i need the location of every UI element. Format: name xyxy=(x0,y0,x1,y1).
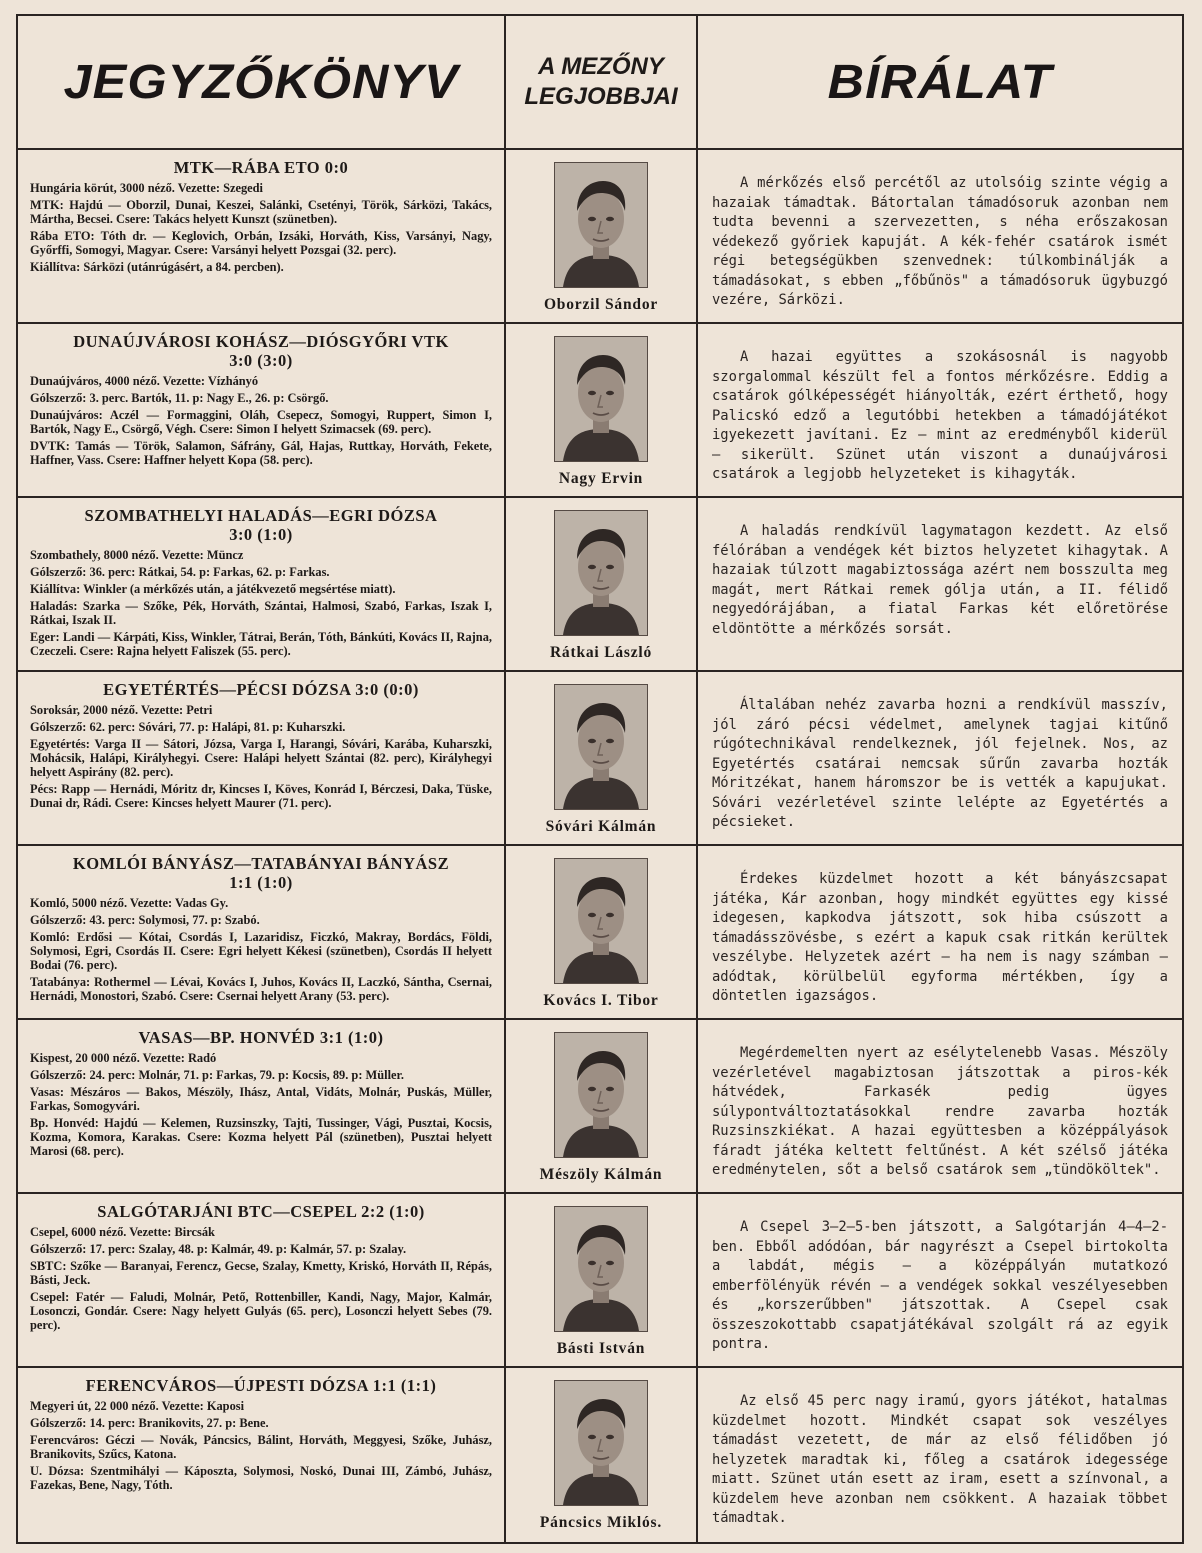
protocol-line: Komló: Erdősi — Kótai, Csordás I, Lazaridisz, Ficzkó, Makray, Bordács, Földi, Solymosi, Egri, Csordás II. Csere: Egri helyett Kékesi (szünetben), Csordás II helyett Bodai (76. perc). xyxy=(30,930,492,972)
best-player xyxy=(506,846,698,1020)
protocol-line: Kispest, 20 000 néző. Vezette: Radó xyxy=(30,1051,217,1065)
player-photo xyxy=(554,1032,648,1158)
protocol-line: Gólszerző: 14. perc: Branikovits, 27. p: Bene. xyxy=(30,1416,269,1430)
player-portrait-icon xyxy=(555,1207,647,1331)
match-title-line1: MTK—RÁBA ETO 0:0 xyxy=(173,158,349,177)
match-report-page xyxy=(16,14,1184,1544)
match-title xyxy=(30,506,492,544)
player-name: Páncsics Miklós. xyxy=(539,1514,663,1531)
match-protocol xyxy=(18,846,506,1020)
protocol-line: Megyeri út, 22 000 néző. Vezette: Kaposi xyxy=(30,1399,245,1413)
protocol-line: Komló, 5000 néző. Vezette: Vadas Gy. xyxy=(30,896,229,910)
protocol-line: Kiállítva: Sárközi (utánrúgásért, a 84. percben). xyxy=(30,260,284,274)
match-title-line1: SALGÓTARJÁNI BTC—CSEPEL 2:2 (1:0) xyxy=(97,1202,425,1221)
review-text: A mérkőzés első percétől az utolsóig szinte végig a hazaiak támadtak. Bátortalan támadósoruk azonban nem tudta bevenni a szervezetten, s néha erőszakosan védekező győriek kapuját. A kék-fehér csatárok ismét régi betegségükben szenvednek: túlkombinálják a támadásokat, s ebben „főbűnös" a támadósoruk ügybuzgó vezére, Sárközi. xyxy=(712,175,1168,308)
best-player xyxy=(506,498,698,672)
match-title-line1: VASAS—BP. HONVÉD 3:1 (1:0) xyxy=(138,1028,384,1047)
protocol-line: DVTK: Tamás — Török, Salamon, Sáfrány, Gál, Hajas, Ruttkay, Horváth, Fekete, Haffner, Vass. Csere: Haffner helyett Kopa (58. perc). xyxy=(30,439,492,467)
player-photo xyxy=(554,162,648,288)
review-text: Az első 45 perc nagy iramú, gyors játékot, hatalmas küzdelmet hozott. Mindkét csapat sok veszélyes támadást vezetett, de már az első félidőben jó helyzetek maradtak ki, főleg a csatárok idegessége miatt. Szünet után esett az iram, esett a színvonal, a küzdelem heve azonban nem csökkent. A hazaiak többet támadtak. xyxy=(712,1393,1168,1526)
header-best-line2: LEGJOBBJAI xyxy=(524,83,678,110)
player-photo xyxy=(554,510,648,636)
protocol-line: Gólszerző: 17. perc: Szalay, 48. p: Kalmár, 49. p: Kalmár, 57. p: Szalay. xyxy=(30,1242,407,1256)
protocol-line: Vasas: Mészáros — Bakos, Mészöly, Ihász, Antal, Vidáts, Molnár, Puskás, Müller, Farkas, Somogyvári. xyxy=(30,1085,492,1113)
protocol-line: Pécs: Rapp — Hernádi, Móritz dr, Kincses I, Köves, Konrád I, Bérczesi, Daka, Tüske, Dunai dr, Rádi. Csere: Kincses helyett Maurer (71. perc). xyxy=(30,782,492,810)
protocol-line: Gólszerző: 3. perc. Bartók, 11. p: Nagy E., 26. p: Csörgő. xyxy=(30,391,329,405)
protocol-line: Ferencváros: Géczi — Novák, Páncsics, Bálint, Horváth, Meggyesi, Szőke, Juhász, Branikovits, Szűcs, Katona. xyxy=(30,1433,492,1461)
protocol-line: Haladás: Szarka — Szőke, Pék, Horváth, Szántai, Halmosi, Szabó, Farkas, Iszak I, Rátkai, Iszak II. xyxy=(30,599,492,627)
header-best-line1: A MEZŐNY xyxy=(538,53,664,80)
match-title xyxy=(30,1376,492,1395)
header-best-players xyxy=(506,16,698,150)
protocol-line: Gólszerző: 24. perc: Molnár, 71. p: Farkas, 79. p: Kocsis, 89. p: Müller. xyxy=(30,1068,404,1082)
player-portrait-icon xyxy=(555,337,647,461)
match-review xyxy=(698,324,1182,498)
best-player xyxy=(506,324,698,498)
match-protocol xyxy=(18,1020,506,1194)
match-score: 3:0 (1:0) xyxy=(229,525,293,544)
match-review xyxy=(698,498,1182,672)
review-text: Általában nehéz zavarba hozni a rendkívül masszív, jól záró pécsi védelmet, amelynek tagjai kitűnő rúgótechnikával rendelkeznek, jól fejelnek. Nos, az Egyetértés csatárai nemcsak sűrűn zavarba hozták Móritzékat, hanem háromszor be is vették a kapujukat. Sóvári vezérletével szinte lelépte az Egyetértés a pécsieket. xyxy=(712,697,1168,830)
header-protocol xyxy=(18,16,506,150)
match-protocol xyxy=(18,150,506,324)
protocol-line: MTK: Hajdú — Oborzil, Dunai, Keszei, Salánki, Csetényi, Török, Sárközi, Takács, Mártha, Becsei. Csere: Takács helyett Kunszt (szünetben). xyxy=(30,198,492,226)
match-title xyxy=(30,854,492,892)
protocol-line: Eger: Landi — Kárpáti, Kiss, Winkler, Tátrai, Berán, Tóth, Bánkúti, Kovács II, Rajna, Czeczeli. Csere: Rajna helyett Faliszek (55. perc). xyxy=(30,630,492,658)
player-portrait-icon xyxy=(555,163,647,287)
match-title-line1: EGYETÉRTÉS—PÉCSI DÓZSA 3:0 (0:0) xyxy=(103,680,419,699)
match-title-line1: FERENCVÁROS—ÚJPESTI DÓZSA 1:1 (1:1) xyxy=(85,1376,437,1395)
match-title xyxy=(30,158,492,177)
protocol-line: Kiállítva: Winkler (a mérkőzés után, a játékvezető megsértése miatt). xyxy=(30,582,396,596)
review-text: A haladás rendkívül lagymatagon kezdett. Az első félórában a vendégek két biztos helyzetet kihagytak. A hazaiak túlzott magabiztossága azért nem bosszulta meg magát, mert Rátkai remek gólja után, a II. félidő negyedórájában, a fiatal Farkas két előretörése eldöntötte a mérkőzés sorsát. xyxy=(712,523,1168,637)
player-photo xyxy=(554,684,648,810)
best-player xyxy=(506,1020,698,1194)
match-title xyxy=(30,1028,492,1047)
player-name: Oborzil Sándor xyxy=(543,296,659,313)
review-text: Megérdemelten nyert az esélytelenebb Vasas. Mészöly vezérletével magabiztosan játszottak a piros-kék hátvédek, Farkasék pedig ügyes súlypontváltoztatásokkal rendre zavarba hozták Ruzsinszkiékat. A hazai együttesben a középpályások fáradt játéka keltett feltűnést. A két szélső játéka eredménytelen, sőt a belső csatárok sem „tündököltek". xyxy=(712,1045,1168,1178)
match-title xyxy=(30,1202,492,1221)
player-portrait-icon xyxy=(555,511,647,635)
review-text: A hazai együttes a szokásosnál is nagyobb szorgalommal készült fel a fontos mérkőzésre. Eddig a csatárok gólképességét hiányolták, ezért érthető, hogy Palicskó edző a legutóbbi hetekben a támadójátékot igyekezett javítani. Ez — mint az eredményből kiderül — sikerült. Szünet után viszont a dunaújvárosi csatárok a legjobb helyzeteket is kihagyták. xyxy=(712,349,1168,482)
header-review xyxy=(698,16,1182,150)
protocol-line: Soroksár, 2000 néző. Vezette: Petri xyxy=(30,703,213,717)
player-photo xyxy=(554,336,648,462)
match-protocol xyxy=(18,1194,506,1368)
protocol-line: Rába ETO: Tóth dr. — Keglovich, Orbán, Izsáki, Horváth, Kiss, Varsányi, Nagy, Győrffi, Somogyi, Magyar. Csere: Varsányi helyett Pozsgai (32. perc). xyxy=(30,229,492,257)
protocol-line: Gólszerző: 62. perc: Sóvári, 77. p: Halápi, 81. p: Kuharszki. xyxy=(30,720,346,734)
protocol-line: Tatabánya: Rothermel — Lévai, Kovács I, Juhos, Kovács II, Laczkó, Sántha, Csernai, Hernádi, Monostori, Szabó. Csere: Csernai helyett Arany (53. perc). xyxy=(30,975,492,1003)
protocol-line: Hungária körút, 3000 néző. Vezette: Szegedi xyxy=(30,181,263,195)
match-title xyxy=(30,332,492,370)
match-review xyxy=(698,846,1182,1020)
player-photo xyxy=(554,1380,648,1506)
best-player xyxy=(506,672,698,846)
match-review xyxy=(698,1020,1182,1194)
match-review xyxy=(698,1194,1182,1368)
protocol-line: Dunaújváros: Aczél — Formaggini, Oláh, Csepecz, Somogyi, Ruppert, Simon I, Bartók, Nagy E., Csörgő, Végh. Csere: Simon I helyett Szimacsek (69. perc). xyxy=(30,408,492,436)
header-protocol-title: JEGYZŐKÖNYV xyxy=(63,55,459,109)
player-photo xyxy=(554,1206,648,1332)
player-portrait-icon xyxy=(555,1381,647,1505)
protocol-line: Gólszerző: 43. perc: Solymosi, 77. p: Szabó. xyxy=(30,913,260,927)
player-name: Nagy Ervin xyxy=(558,470,644,487)
player-photo xyxy=(554,858,648,984)
player-name: Mészöly Kálmán xyxy=(539,1166,663,1183)
player-portrait-icon xyxy=(555,859,647,983)
match-score: 1:1 (1:0) xyxy=(229,873,293,892)
protocol-line: Dunaújváros, 4000 néző. Vezette: Vízhányó xyxy=(30,374,259,388)
protocol-line: SBTC: Szőke — Baranyai, Ferencz, Gecse, Szalay, Kmetty, Kriskó, Horváth II, Répás, Básti, Jeck. xyxy=(30,1259,492,1287)
match-review xyxy=(698,1368,1182,1542)
player-name: Rátkai László xyxy=(549,644,653,661)
best-player xyxy=(506,150,698,324)
match-protocol xyxy=(18,1368,506,1542)
player-portrait-icon xyxy=(555,1033,647,1157)
match-title xyxy=(30,680,492,699)
protocol-line: Gólszerző: 36. perc: Rátkai, 54. p: Farkas, 62. p: Farkas. xyxy=(30,565,330,579)
protocol-line: U. Dózsa: Szentmihályi — Káposzta, Solymosi, Noskó, Dunai III, Zámbó, Juhász, Fazekas, Bene, Nagy, Tóth. xyxy=(30,1464,492,1492)
header-review-title: BÍRÁLAT xyxy=(827,55,1053,109)
protocol-line: Csepel: Fatér — Faludi, Molnár, Pető, Rottenbiller, Kandi, Nagy, Major, Kalmár, Losonczi, Gondár. Csere: Nagy helyett Gulyás (65. perc), Losonczi helyett Sebes (79. perc). xyxy=(30,1290,492,1332)
protocol-line: Csepel, 6000 néző. Vezette: Bircsák xyxy=(30,1225,215,1239)
match-protocol xyxy=(18,498,506,672)
player-name: Sóvári Kálmán xyxy=(545,818,657,835)
player-portrait-icon xyxy=(555,685,647,809)
player-name: Básti István xyxy=(556,1340,646,1357)
match-title-line1: DUNAÚJVÁROSI KOHÁSZ—DIÓSGYŐRI VTK xyxy=(73,332,449,351)
player-name: Kovács I. Tibor xyxy=(543,992,659,1009)
match-review xyxy=(698,672,1182,846)
protocol-line: Szombathely, 8000 néző. Vezette: Müncz xyxy=(30,548,244,562)
best-player xyxy=(506,1194,698,1368)
protocol-line: Egyetértés: Varga II — Sátori, Józsa, Varga I, Harangi, Sóvári, Karába, Kuharszki, Mohácsik, Halápi, Királyhegyi. Csere: Halápi helyett Szántai (82. perc), Királyhegyi helyett Aspirány (82. perc). xyxy=(30,737,492,779)
review-text: Érdekes küzdelmet hozott a két bányászcsapat játéka, Kár azonban, hogy mindkét együttes egy kissé idegesen, kapkodva játszott, sok hiba csúszott a támadásszövésbe, s ezért a kapuk csak ritkán kerültek veszélybe. Helyzetek azért — ha nem is nagy számban — adódtak, körülbelül egyforma mértékben, így a döntetlen igazságos. xyxy=(712,871,1168,1004)
match-title-line1: KOMLÓI BÁNYÁSZ—TATABÁNYAI BÁNYÁSZ xyxy=(72,854,450,873)
match-title-line1: SZOMBATHELYI HALADÁS—EGRI DÓZSA xyxy=(84,506,438,525)
match-protocol xyxy=(18,672,506,846)
protocol-line: Bp. Honvéd: Hajdú — Kelemen, Ruzsinszky, Tajti, Tussinger, Vági, Pusztai, Kocsis, Kozma, Komora, Karakas. Csere: Kozma helyett Pál (szünetben), Pusztai helyett Marosi (68. perc). xyxy=(30,1116,492,1158)
match-review xyxy=(698,150,1182,324)
review-text: A Csepel 3—2—5-ben játszott, a Salgótarján 4—4—2-ben. Ebből adódóan, bár nagyrészt a Csepel birtokolta a labdát, mégis — a középpályán mutatkozó emberfölényük révén — a vendégek sokkal veszélyesebben és „korszerűbben" játszottak. A Csepel csak összeszokottabb csapatjátékával szolgált rá az egyik pontra. xyxy=(712,1219,1168,1352)
best-player xyxy=(506,1368,698,1542)
match-protocol xyxy=(18,324,506,498)
match-score: 3:0 (3:0) xyxy=(229,351,293,370)
